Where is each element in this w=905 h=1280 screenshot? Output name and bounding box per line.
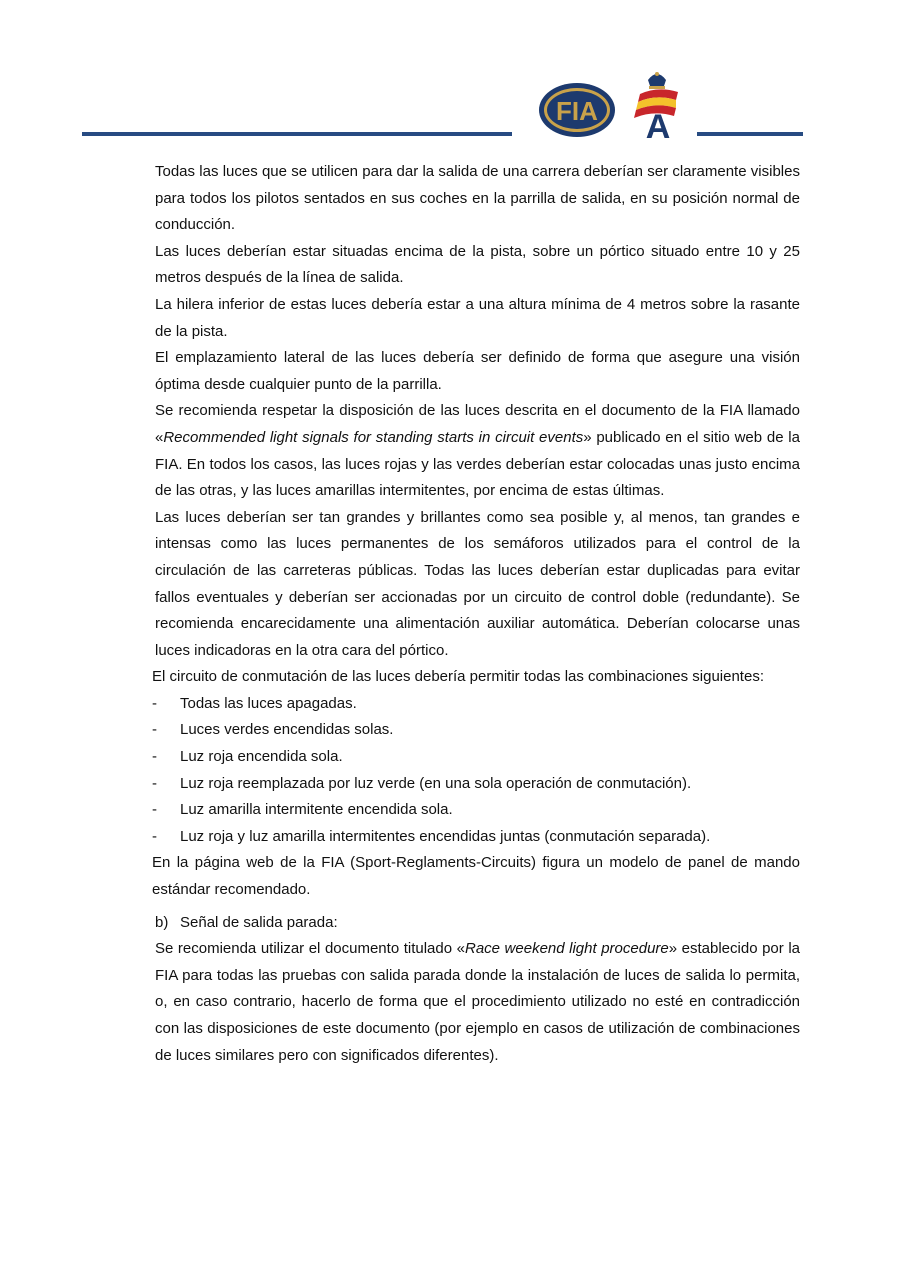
rfea-logo [626, 70, 688, 140]
document-body [152, 159, 800, 1069]
fia-logo-text: FIA [556, 96, 598, 126]
paragraph-lateral: El emplazamiento lateral de las luces debería ser definido de forma que asegure una visión óptima desde cualquier punto de la parrilla. [155, 349, 800, 393]
list-item [152, 771, 800, 798]
list-item-text: Luz roja encendida sola. [180, 748, 343, 766]
paragraph-combinations: El circuito de conmutación de las luces debería permitir todas las combinaciones siguientes: [152, 668, 764, 686]
list-marker: - [152, 748, 157, 766]
list-item-text: Luz roja y luz amarilla intermitentes encendidas juntas (conmutación separada). [180, 827, 711, 845]
paragraph-race-weekend-pre: Se recomienda utilizar el documento titulado « [155, 940, 465, 958]
paragraph-visibility: Todas las luces que se utilicen para dar la salida de una carrera deberían ser claramente visibles para todos los pilotos sentados en sus coches en la parrilla de salida, en su posición normal de conducción. [155, 163, 800, 234]
list-item-text: Todas las luces apagadas. [180, 694, 357, 712]
list-item [152, 717, 800, 744]
list-item-text: Luz amarilla intermitente encendida sola. [180, 801, 453, 819]
paragraph-position: Las luces deberían estar situadas encima de la pista, sobre un pórtico situado entre 10 y 25 metros después de la línea de salida. [155, 242, 800, 287]
list-marker: - [152, 827, 157, 845]
list-marker: - [152, 694, 157, 712]
header-rule-left [82, 132, 512, 136]
paragraph-layout-pre: Se recomienda respetar la disposición de las luces descrita en el documento de la FIA llamado « [155, 402, 800, 446]
list-marker: - [152, 774, 157, 792]
section-marker: b) [155, 913, 169, 931]
fia-logo [537, 82, 617, 138]
paragraph-race-weekend-doc-title: Race weekend light procedure [464, 940, 669, 958]
list-item [152, 797, 800, 824]
list-item [152, 691, 800, 718]
rfea-logo-text: A [645, 108, 671, 140]
list-item [152, 824, 800, 851]
paragraph-height: La hilera inferior de estas luces debería estar a una altura mínima de 4 metros sobre la rasante de la pista. [155, 295, 800, 340]
header-rule-right [697, 132, 803, 136]
paragraph-size: Las luces deberían ser tan grandes y brillantes como sea posible y, al menos, tan grandes e intensas como las luces permanentes de los semáforos utilizados para el control de la circulación de las carreteras públicas. Todas las luces deberían estar duplicadas para evitar fallos eventuales y deberían ser accionadas por un circuito de control doble (redundante). Se recomienda encarecidamente una alimentación auxiliar automática. Deberían colocarse unas luces indicadoras en la otra cara del pórtico. [155, 508, 800, 659]
section-heading-stopped-start [155, 910, 800, 937]
list-marker: - [152, 801, 157, 819]
list-item-text: Luces verdes encendidas solas. [180, 721, 394, 739]
paragraph-race-weekend-post: » establecido por la FIA para todas las pruebas con salida parada donde la instalación de luces de salida lo permita, o, en caso contrario, hacerlo de forma que el procedimiento utilizado no esté en contradicción con las disposiciones de este documento (por ejemplo en casos de utilización de combinaciones de luces similares pero con significados diferentes). [155, 940, 800, 1064]
paragraph-panel-model: En la página web de la FIA (Sport-Reglaments-Circuits) figura un modelo de panel de mando estándar recomendado. [152, 854, 800, 899]
list-item [152, 744, 800, 771]
paragraph-layout [155, 398, 800, 504]
list-marker: - [152, 721, 157, 739]
list-item-text: Luz roja reemplazada por luz verde (en una sola operación de conmutación). [180, 774, 692, 792]
paragraph-layout-post: » publicado en el sitio web de la FIA. En todos los casos, las luces rojas y las verdes deberían estar colocadas unas justo encima de las otras, y las luces amarillas intermitentes, por encima de estas últimas. [155, 428, 800, 500]
section-heading-text: Señal de salida parada: [180, 913, 338, 931]
paragraph-race-weekend [155, 936, 800, 1069]
paragraph-layout-doc-title: Recommended light signals for standing starts in circuit events [163, 428, 584, 446]
